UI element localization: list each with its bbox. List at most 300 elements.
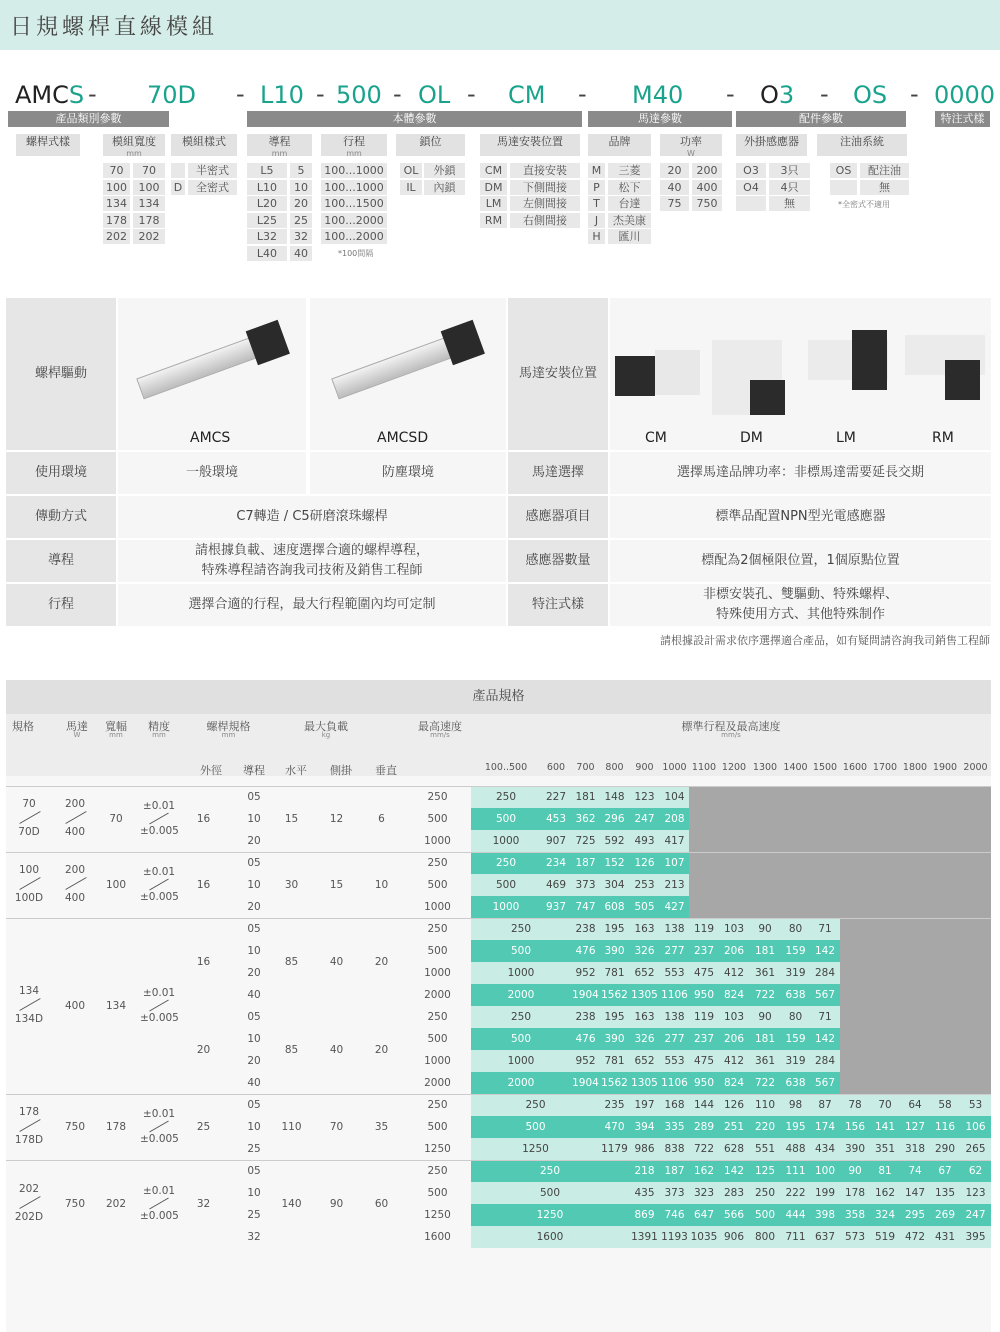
overview-row-label: 傳動方式 bbox=[6, 496, 116, 538]
lead-cell: 10 bbox=[247, 813, 261, 825]
stroke-header: 1800 bbox=[902, 762, 928, 773]
speed-cell: 746 bbox=[664, 1209, 685, 1221]
speed-cell: 952 bbox=[575, 1055, 596, 1067]
option-code: L5 bbox=[247, 163, 287, 178]
option-code: O3 bbox=[736, 163, 766, 178]
option-label: 40 bbox=[290, 246, 312, 261]
option-label: 32 bbox=[290, 229, 312, 244]
speed-cell: 148 bbox=[604, 791, 625, 803]
speed-cell: 141 bbox=[874, 1121, 896, 1133]
option-code: O4 bbox=[736, 180, 766, 195]
mount-pos-label: 馬達安裝位置 bbox=[508, 298, 608, 450]
overview-row-label: 行程 bbox=[6, 584, 116, 626]
option-code: J bbox=[588, 213, 605, 228]
speed-cell: 106 bbox=[965, 1121, 986, 1133]
speed-cell: 195 bbox=[604, 1011, 625, 1023]
column-header bbox=[247, 134, 312, 156]
spec-header: 馬達 bbox=[66, 720, 88, 733]
load-cell: 6 bbox=[378, 813, 385, 825]
na-band bbox=[840, 984, 991, 1006]
width-cell: 100 bbox=[105, 879, 127, 891]
code-part: 70D bbox=[147, 81, 197, 109]
screw-drive-label: 螺桿驅動 bbox=[6, 298, 116, 450]
overview-row-label: 馬達選擇 bbox=[508, 452, 608, 494]
speed-cell: 197 bbox=[634, 1099, 655, 1111]
width-cell: 70 bbox=[109, 813, 123, 825]
speed-cell: 98 bbox=[788, 1099, 803, 1111]
load-cell: 70 bbox=[329, 1121, 344, 1133]
lead-cell: 25 bbox=[247, 1143, 261, 1155]
spec-cell: 202D bbox=[14, 1211, 44, 1223]
na-band bbox=[840, 1028, 991, 1050]
max-speed-cell: 1000 bbox=[424, 901, 451, 913]
load-cell: 40 bbox=[329, 956, 344, 968]
stroke-header: 100..500 bbox=[484, 762, 528, 773]
speed-cell: 551 bbox=[754, 1143, 776, 1155]
speed-cell: 138 bbox=[664, 1011, 685, 1023]
max-speed-cell: 250 bbox=[427, 1165, 448, 1177]
column-header-label: 模組寬度 bbox=[112, 135, 156, 148]
option-label: 內鎖 bbox=[424, 180, 465, 195]
speed-cell: 500 bbox=[539, 1187, 561, 1199]
overview-value: 防塵環境 bbox=[310, 452, 506, 494]
speed-cell: 361 bbox=[754, 967, 776, 979]
na-band bbox=[840, 1006, 991, 1028]
speed-cell: 907 bbox=[545, 835, 567, 847]
option-label: 100...2000 bbox=[321, 213, 387, 228]
speed-cell: 319 bbox=[785, 967, 806, 979]
speed-cell: 218 bbox=[634, 1165, 655, 1177]
max-speed-cell: 2000 bbox=[424, 1077, 451, 1089]
speed-cell: 567 bbox=[814, 989, 836, 1001]
overview-row-label: 導程 bbox=[6, 540, 116, 582]
motor-cell: 400 bbox=[64, 892, 86, 904]
speed-cell: 152 bbox=[604, 857, 625, 869]
group-header: 配件參數 bbox=[736, 111, 906, 127]
speed-cell: 1000 bbox=[492, 901, 520, 913]
width-cell: 202 bbox=[105, 1198, 127, 1210]
spec-cell: 70D bbox=[18, 826, 40, 838]
option-label: 杰美康 bbox=[608, 213, 651, 228]
load-cell: 15 bbox=[329, 879, 344, 891]
speed-cell: 2000 bbox=[507, 1077, 535, 1089]
option-code: 40 bbox=[660, 180, 689, 195]
code-dash: - bbox=[910, 80, 919, 108]
accuracy-cell: ±0.01 bbox=[142, 800, 176, 812]
option-label: 三菱 bbox=[608, 163, 651, 178]
motor-cell: 200 bbox=[64, 798, 86, 810]
spec-header: 標準行程及最高速度 bbox=[681, 720, 781, 733]
speed-cell: 181 bbox=[754, 945, 776, 957]
na-band bbox=[689, 874, 991, 896]
option-code: OL bbox=[400, 163, 422, 178]
speed-cell: 950 bbox=[693, 989, 715, 1001]
na-band bbox=[689, 830, 991, 852]
option-label: 750 bbox=[692, 196, 722, 211]
speed-cell: 566 bbox=[723, 1209, 745, 1221]
speed-cell: 390 bbox=[844, 1143, 866, 1155]
na-band bbox=[840, 962, 991, 984]
lead-cell: 20 bbox=[247, 1055, 261, 1067]
overview-value bbox=[118, 540, 506, 582]
max-speed-cell: 250 bbox=[427, 923, 448, 935]
width-cell: 178 bbox=[105, 1121, 127, 1133]
speed-cell: 64 bbox=[908, 1099, 922, 1111]
column-header-label: 馬達安裝位置 bbox=[497, 135, 563, 148]
speed-cell: 284 bbox=[814, 967, 836, 979]
speed-cell: 326 bbox=[634, 1033, 655, 1045]
speed-cell: 126 bbox=[723, 1099, 745, 1111]
speed-cell: 500 bbox=[510, 945, 532, 957]
spec-cell: 178 bbox=[18, 1106, 40, 1118]
option-label: 100...1000 bbox=[321, 163, 387, 178]
speed-cell: 493 bbox=[634, 835, 655, 847]
speed-cell: 250 bbox=[495, 857, 517, 869]
overview-row-label: 感應器數量 bbox=[508, 540, 608, 582]
speed-cell: 277 bbox=[664, 945, 685, 957]
speed-cell: 323 bbox=[693, 1187, 715, 1199]
speed-cell: 213 bbox=[664, 879, 685, 891]
option-code: 202 bbox=[103, 229, 130, 244]
speed-cell: 237 bbox=[693, 1033, 715, 1045]
code-part: OS bbox=[853, 81, 888, 109]
option-code: L40 bbox=[247, 246, 287, 261]
speed-cell: 74 bbox=[908, 1165, 922, 1177]
speed-cell: 127 bbox=[904, 1121, 926, 1133]
speed-cell: 250 bbox=[539, 1165, 561, 1177]
max-speed-cell: 2000 bbox=[424, 989, 451, 1001]
option-code: 134 bbox=[103, 196, 130, 211]
lead-cell: 05 bbox=[247, 1099, 261, 1111]
speed-cell: 119 bbox=[693, 923, 715, 935]
accuracy-cell: ±0.005 bbox=[140, 825, 179, 837]
stroke-header: 700 bbox=[576, 762, 595, 773]
stroke-header: 1900 bbox=[932, 762, 958, 773]
max-speed-cell: 250 bbox=[427, 1011, 448, 1023]
speed-cell: 144 bbox=[693, 1099, 715, 1111]
speed-cell: 126 bbox=[634, 857, 655, 869]
speed-cell: 227 bbox=[545, 791, 567, 803]
special-line: 非標安裝孔、雙驅動、特殊螺桿、 bbox=[702, 587, 898, 602]
spec-unit: mm bbox=[152, 731, 166, 739]
motor-cell: 200 bbox=[64, 864, 86, 876]
accuracy-cell: ±0.01 bbox=[142, 866, 176, 878]
spec-unit: W bbox=[73, 731, 81, 739]
speed-cell: 488 bbox=[785, 1143, 806, 1155]
option-code: 178 bbox=[103, 213, 130, 228]
load-cell: 35 bbox=[374, 1121, 389, 1133]
code-part: OL bbox=[418, 81, 451, 109]
speed-cell: 87 bbox=[818, 1099, 832, 1111]
speed-cell: 1193 bbox=[661, 1231, 688, 1243]
speed-cell: 725 bbox=[575, 835, 596, 847]
spec-unit: mm bbox=[109, 731, 123, 739]
speed-cell: 638 bbox=[785, 1077, 806, 1089]
group-header: 特注式樣 bbox=[935, 111, 990, 127]
option-label: 202 bbox=[133, 229, 165, 244]
option-label: 松下 bbox=[608, 180, 651, 195]
speed-cell: 181 bbox=[575, 791, 596, 803]
speed-cell: 1391 bbox=[631, 1231, 658, 1243]
na-band bbox=[689, 852, 991, 874]
speed-cell: 80 bbox=[788, 923, 803, 935]
max-speed-cell: 1600 bbox=[424, 1231, 451, 1243]
accuracy-cell: ±0.005 bbox=[140, 1133, 179, 1145]
max-speed-cell: 500 bbox=[427, 945, 448, 957]
speed-cell: 573 bbox=[844, 1231, 866, 1243]
speed-cell: 290 bbox=[934, 1143, 956, 1155]
speed-cell: 394 bbox=[634, 1121, 655, 1133]
option-code: 20 bbox=[660, 163, 689, 178]
speed-cell: 142 bbox=[723, 1165, 745, 1177]
speed-cell: 417 bbox=[664, 835, 685, 847]
spec-header: 最高速度 bbox=[418, 720, 462, 733]
speed-cell: 326 bbox=[634, 945, 655, 957]
code-dash: - bbox=[467, 80, 476, 108]
column-header-label: 導程 bbox=[268, 135, 291, 148]
load-cell: 20 bbox=[374, 1044, 389, 1056]
column-header bbox=[396, 134, 465, 156]
speed-cell: 950 bbox=[693, 1077, 715, 1089]
speed-cell: 647 bbox=[693, 1209, 715, 1221]
speed-cell: 247 bbox=[965, 1209, 986, 1221]
option-code: L32 bbox=[247, 229, 287, 244]
speed-cell: 869 bbox=[634, 1209, 655, 1221]
speed-cell: 168 bbox=[664, 1099, 685, 1111]
option-label: 下側間接 bbox=[510, 180, 580, 195]
column-header-unit: mm bbox=[126, 149, 142, 158]
option-code: LM bbox=[480, 196, 507, 211]
spec-unit: mm/s bbox=[721, 731, 741, 739]
speed-cell: 187 bbox=[664, 1165, 685, 1177]
option-code: 100 bbox=[103, 180, 130, 195]
speed-cell: 123 bbox=[634, 791, 655, 803]
speed-cell: 103 bbox=[723, 923, 745, 935]
speed-cell: 269 bbox=[934, 1209, 956, 1221]
option-code: RM bbox=[480, 213, 507, 228]
speed-cell: 435 bbox=[634, 1187, 655, 1199]
column-header bbox=[736, 134, 807, 156]
column-header bbox=[660, 134, 722, 156]
speed-cell: 289 bbox=[693, 1121, 715, 1133]
overview-value: 選擇馬達品牌功率：非標馬達需要延長交期 bbox=[610, 452, 991, 494]
option-code bbox=[171, 163, 185, 178]
speed-cell: 711 bbox=[785, 1231, 806, 1243]
option-code: D bbox=[171, 180, 185, 195]
speed-cell: 111 bbox=[785, 1165, 806, 1177]
speed-cell: 351 bbox=[874, 1143, 896, 1155]
option-code: H bbox=[588, 229, 605, 244]
speed-cell: 138 bbox=[664, 923, 685, 935]
speed-cell: 361 bbox=[754, 1055, 776, 1067]
diameter-cell: 25 bbox=[196, 1121, 211, 1133]
stroke-note: *100間隔 bbox=[338, 249, 374, 258]
group-header: 產品類別參數 bbox=[8, 111, 169, 127]
load-cell: 85 bbox=[284, 956, 299, 968]
speed-cell: 1305 bbox=[631, 1077, 658, 1089]
speed-cell: 67 bbox=[938, 1165, 952, 1177]
code-dash: - bbox=[726, 80, 735, 108]
speed-cell: 722 bbox=[754, 989, 776, 1001]
code-dash: - bbox=[88, 80, 97, 108]
speed-cell: 104 bbox=[664, 791, 685, 803]
lead-cell: 10 bbox=[247, 879, 261, 891]
lead-cell: 05 bbox=[247, 791, 261, 803]
column-header-label: 行程 bbox=[343, 135, 365, 148]
code-dash: - bbox=[393, 80, 402, 108]
special-line: 特殊使用方式、其他特殊制作 bbox=[715, 607, 885, 622]
speed-cell: 296 bbox=[604, 813, 625, 825]
speed-cell: 237 bbox=[693, 945, 715, 957]
stroke-header: 1600 bbox=[842, 762, 868, 773]
column-header-label: 模組樣式 bbox=[182, 135, 226, 148]
max-speed-cell: 500 bbox=[427, 813, 448, 825]
speed-cell: 1600 bbox=[536, 1231, 564, 1243]
speed-cell: 247 bbox=[634, 813, 655, 825]
speed-cell: 1250 bbox=[522, 1143, 549, 1155]
stroke-header: 2000 bbox=[963, 762, 988, 773]
option-label: 右側間接 bbox=[510, 213, 580, 228]
dm-motor-drawing bbox=[750, 380, 785, 415]
speed-cell: 53 bbox=[968, 1099, 983, 1111]
option-label: 20 bbox=[290, 196, 312, 211]
option-label: 無 bbox=[769, 196, 810, 211]
speed-cell: 1000 bbox=[507, 1055, 535, 1067]
load-cell: 20 bbox=[374, 956, 389, 968]
option-code: DM bbox=[480, 180, 507, 195]
speed-cell: 362 bbox=[575, 813, 596, 825]
speed-cell: 1035 bbox=[690, 1231, 718, 1243]
motor-cell: 750 bbox=[64, 1198, 86, 1210]
lead-cell: 32 bbox=[247, 1231, 261, 1243]
option-label: 配注油 bbox=[860, 163, 909, 178]
speed-cell: 238 bbox=[575, 1011, 596, 1023]
group-divider bbox=[6, 918, 991, 919]
diameter-cell: 20 bbox=[196, 1044, 211, 1056]
speed-cell: 398 bbox=[814, 1209, 836, 1221]
lead-cell: 05 bbox=[247, 1011, 261, 1023]
speed-cell: 453 bbox=[545, 813, 567, 825]
option-label: 100 bbox=[133, 180, 165, 195]
speed-cell: 475 bbox=[693, 1055, 715, 1067]
stroke-header: 1000 bbox=[662, 762, 687, 773]
speed-cell: 412 bbox=[723, 967, 745, 979]
max-speed-cell: 500 bbox=[427, 1121, 448, 1133]
speed-cell: 1179 bbox=[601, 1143, 628, 1155]
speed-cell: 250 bbox=[525, 1099, 546, 1111]
code-part: 0000 bbox=[934, 81, 996, 109]
code-part: L10 bbox=[260, 81, 304, 109]
accuracy-cell: ±0.01 bbox=[142, 987, 176, 999]
speed-cell: 162 bbox=[874, 1187, 896, 1199]
column-header-label: 鎖位 bbox=[419, 135, 442, 148]
speed-cell: 444 bbox=[785, 1209, 806, 1221]
stroke-header: 800 bbox=[605, 762, 624, 773]
speed-cell: 1305 bbox=[631, 989, 658, 1001]
load-cell: 40 bbox=[329, 1044, 344, 1056]
speed-cell: 1000 bbox=[507, 967, 535, 979]
option-code: OS bbox=[830, 163, 857, 178]
speed-cell: 324 bbox=[874, 1209, 896, 1221]
mount-label: CM bbox=[645, 430, 667, 446]
speed-cell: 71 bbox=[818, 923, 832, 935]
na-band bbox=[840, 918, 991, 940]
max-speed-cell: 1250 bbox=[424, 1143, 451, 1155]
cm-module-drawing bbox=[655, 350, 700, 395]
speed-cell: 235 bbox=[604, 1099, 625, 1111]
column-header-label: 功率 bbox=[680, 135, 702, 148]
speed-cell: 163 bbox=[634, 923, 655, 935]
code-dash: - bbox=[578, 80, 587, 108]
overview-value: C7轉造 / C5研磨滾珠螺桿 bbox=[118, 496, 506, 538]
spec-subheader: 導程 bbox=[243, 764, 265, 777]
max-speed-cell: 1000 bbox=[424, 1055, 451, 1067]
speed-cell: 1562 bbox=[601, 1077, 628, 1089]
stroke-header: 1400 bbox=[783, 762, 808, 773]
na-band bbox=[840, 1050, 991, 1072]
speed-cell: 206 bbox=[723, 945, 745, 957]
load-cell: 110 bbox=[281, 1121, 302, 1133]
speed-cell: 284 bbox=[814, 1055, 836, 1067]
speed-cell: 253 bbox=[634, 879, 655, 891]
speed-cell: 390 bbox=[604, 945, 625, 957]
speed-cell: 125 bbox=[754, 1165, 776, 1177]
spec-cell: 202 bbox=[18, 1183, 40, 1195]
column-header bbox=[103, 134, 165, 156]
speed-cell: 781 bbox=[604, 967, 625, 979]
speed-cell: 195 bbox=[604, 923, 625, 935]
spec-subheader: 側掛 bbox=[330, 764, 352, 777]
na-band bbox=[689, 896, 991, 918]
option-label: 100...2000 bbox=[321, 229, 387, 244]
title-bar bbox=[0, 0, 1000, 50]
speed-cell: 824 bbox=[723, 1077, 745, 1089]
overview-row-label: 使用環境 bbox=[6, 452, 116, 494]
speed-cell: 222 bbox=[785, 1187, 806, 1199]
stroke-header: 1700 bbox=[872, 762, 898, 773]
lead-cell: 05 bbox=[247, 923, 261, 935]
speed-cell: 472 bbox=[904, 1231, 926, 1243]
option-label: 10 bbox=[290, 180, 312, 195]
option-label: 3只 bbox=[769, 163, 810, 178]
overview-row-label: 特注式樣 bbox=[508, 584, 608, 626]
spec-cell: 178D bbox=[14, 1134, 44, 1146]
speed-cell: 519 bbox=[874, 1231, 896, 1243]
column-header-unit: mm bbox=[346, 149, 362, 158]
speed-cell: 500 bbox=[495, 813, 517, 825]
overview-row-label: 感應器項目 bbox=[508, 496, 608, 538]
option-code: P bbox=[588, 180, 605, 195]
group-header: 本體參數 bbox=[247, 111, 582, 127]
column-header-label: 注油系統 bbox=[840, 135, 884, 148]
spec-cell: 100D bbox=[14, 892, 44, 904]
speed-cell: 553 bbox=[664, 967, 685, 979]
speed-cell: 220 bbox=[754, 1121, 776, 1133]
motor-cell: 750 bbox=[64, 1121, 86, 1133]
lead-cell: 20 bbox=[247, 967, 261, 979]
code-part: 500 bbox=[336, 81, 382, 109]
max-speed-cell: 250 bbox=[427, 791, 448, 803]
speed-cell: 1106 bbox=[661, 989, 688, 1001]
speed-cell: 567 bbox=[814, 1077, 836, 1089]
stroke-header: 1300 bbox=[752, 762, 778, 773]
speed-cell: 70 bbox=[878, 1099, 892, 1111]
column-header bbox=[480, 134, 580, 156]
speed-cell: 373 bbox=[575, 879, 596, 891]
speed-cell: 373 bbox=[664, 1187, 685, 1199]
speed-cell: 838 bbox=[664, 1143, 685, 1155]
na-band bbox=[689, 808, 991, 830]
